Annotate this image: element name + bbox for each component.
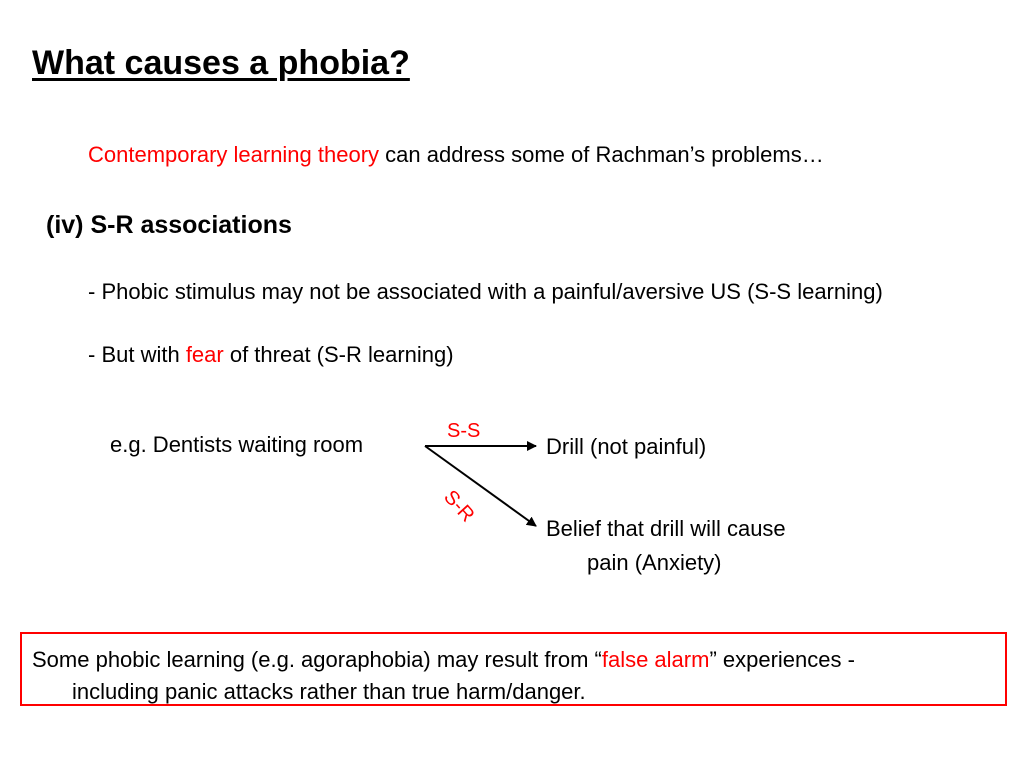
bullet2-after: of threat (S-R learning) [223,342,454,367]
fear-highlight: fear [185,342,224,367]
slide-title: What causes a phobia? [32,44,410,82]
sr-target-line1: Belief that drill will cause [546,516,786,541]
callout-box [20,632,1007,706]
callout-before: Some phobic learning (e.g. agoraphobia) may result from “ [32,647,602,672]
sr-label: S-R [439,486,479,527]
bullet-ss-learning: - Phobic stimulus may not be associated with a painful/aversive US (S-S learning) [88,279,883,304]
intro-rest: can address some of Rachman’s problems… [379,142,824,167]
section-heading: (iv) S-R associations [46,211,292,239]
false-alarm-highlight: false alarm [601,647,710,672]
bullet2-before: - But with [88,342,186,367]
intro-highlight: Contemporary learning theory [88,142,380,167]
diagram-stimulus: e.g. Dentists waiting room [110,432,364,457]
ss-label: S-S [447,420,481,442]
sr-target-line2: pain (Anxiety) [587,550,722,575]
diagram-sr-target [546,512,786,580]
diagram-ss-target: Drill (not painful) [546,434,707,459]
sr-arrow [425,446,536,526]
callout-line2: including panic attacks rather than true harm/danger. [72,679,586,704]
callout-after: ” experiences - [709,647,855,672]
